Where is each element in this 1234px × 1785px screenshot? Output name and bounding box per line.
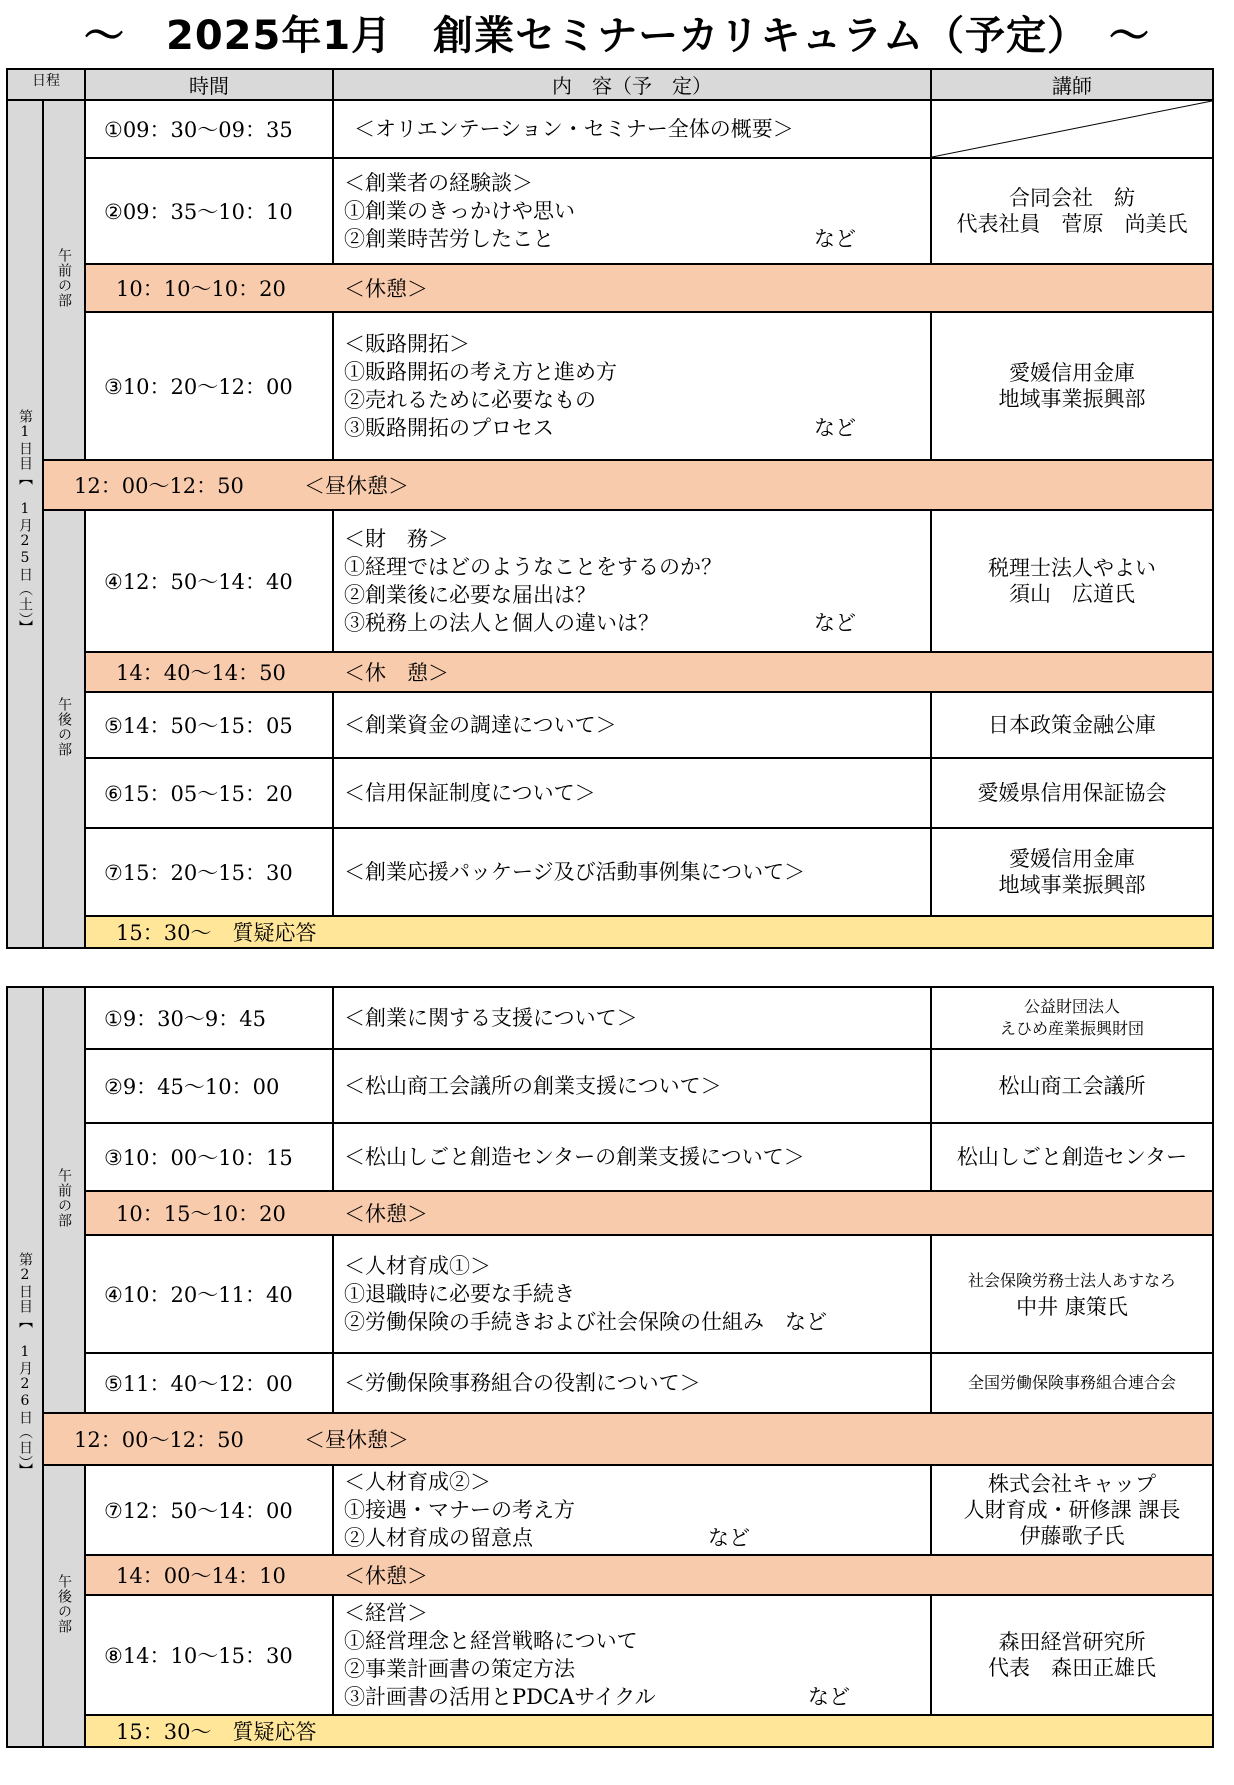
lecturer-line: 株式会社キャップ	[988, 1472, 1156, 1496]
time-cell: ⑥15：05～15：20	[85, 758, 333, 828]
lecturer-line: 代表社員 菅原 尚美氏	[956, 212, 1188, 236]
content-line: ②労働保険の手続きおよび社会保険の仕組み など	[344, 1310, 827, 1334]
etc-label: など	[814, 227, 856, 251]
content-line: ＜創業応援パッケージ及び活動事例集について＞	[344, 860, 806, 884]
lecturer-cell	[931, 1235, 1213, 1353]
lecturer-cell	[931, 758, 1213, 828]
table-row	[7, 758, 1213, 828]
table-row	[7, 987, 1213, 1049]
lunch-cell	[43, 460, 1213, 510]
lunch-time: 12：00～12：50	[74, 1428, 244, 1452]
lecturer-line: 松山商工会議所	[998, 1074, 1146, 1098]
time-cell: ④10：20～11：40	[85, 1235, 333, 1353]
content-cell	[333, 312, 931, 460]
lecturer-cell	[931, 158, 1213, 264]
break-cell	[85, 652, 1213, 692]
content-line: ②人材育成の留意点	[344, 1526, 533, 1550]
table-row	[7, 510, 1213, 652]
content-line: ＜創業に関する支援について＞	[344, 1006, 638, 1030]
break-row	[7, 1555, 1213, 1595]
etc-label: など	[808, 1685, 850, 1709]
content-line: ②事業計画書の策定方法	[344, 1657, 575, 1681]
lecturer-line: 愛媛信用金庫	[1009, 847, 1135, 871]
time-cell: ②9：45～10：00	[85, 1049, 333, 1123]
lecturer-line: 松山しごと創造センター	[956, 1145, 1188, 1169]
table-row	[7, 1123, 1213, 1191]
header-content: 内 容（予 定）	[333, 69, 931, 100]
break-row	[7, 652, 1213, 692]
header-schedule: 日程	[7, 69, 85, 100]
lecturer-line: 日本政策金融公庫	[988, 713, 1156, 737]
lecturer-line: 愛媛県信用保証協会	[977, 781, 1167, 805]
content-cell	[333, 510, 931, 652]
content-cell	[333, 1465, 931, 1555]
day2-date-label	[7, 987, 43, 1747]
time-cell: ③10：00～10：15	[85, 1123, 333, 1191]
break-row	[7, 1191, 1213, 1235]
break-label: ＜休 憩＞	[344, 661, 449, 685]
day1-date-text: 第1日目【 1月25日（土）】	[17, 408, 33, 635]
lecturer-cell	[931, 828, 1213, 916]
table-row	[7, 1595, 1213, 1715]
time-cell: ③10：20～12：00	[85, 312, 333, 460]
content-cell	[333, 1595, 931, 1715]
content-cell	[333, 758, 931, 828]
break-row	[7, 264, 1213, 312]
lecturer-line: 税理士法人やよい	[988, 556, 1156, 580]
time-cell: ①9：30～9：45	[85, 987, 333, 1049]
lecturer-line: 須山 広道氏	[1009, 582, 1135, 606]
content-cell	[333, 1049, 931, 1123]
content-line: ①創業のきっかけや思い	[344, 199, 575, 223]
lecturer-cell	[931, 1123, 1213, 1191]
content-line: ①接遇・マナーの考え方	[344, 1498, 575, 1522]
content-cell	[333, 1235, 931, 1353]
content-line: ＜信用保証制度について＞	[344, 781, 596, 805]
break-label: ＜休憩＞	[344, 277, 428, 301]
lecturer-cell	[931, 987, 1213, 1049]
lunch-cell	[43, 1413, 1213, 1465]
break-label: ＜休憩＞	[344, 1564, 428, 1588]
time-cell: ②09：35～10：10	[85, 158, 333, 264]
lecturer-line: 伊藤歌子氏	[1019, 1524, 1125, 1548]
time-cell: ⑤14：50～15：05	[85, 692, 333, 758]
content-line: ＜人材育成②＞	[344, 1470, 491, 1494]
content-line: ①経営理念と経営戦略について	[344, 1629, 638, 1653]
table-row	[7, 1465, 1213, 1555]
time-cell: ①09：30～09：35	[85, 100, 333, 158]
header-time: 時間	[85, 69, 333, 100]
content-line: ③計画書の活用とPDCAサイクル	[344, 1685, 656, 1709]
table-row	[7, 692, 1213, 758]
lunch-label: ＜昼休憩＞	[304, 474, 409, 498]
etc-label: など	[708, 1526, 750, 1550]
content-cell	[333, 828, 931, 916]
day2-afternoon-text: 午後の部	[56, 1573, 72, 1634]
content-line: ＜松山商工会議所の創業支援について＞	[344, 1074, 722, 1098]
lecturer-line: えひめ産業振興財団	[999, 1019, 1144, 1038]
content-cell	[333, 692, 931, 758]
day1-morning-text: 午前の部	[56, 247, 72, 308]
lecturer-line: 地域事業振興部	[998, 873, 1146, 897]
break-cell	[85, 1191, 1213, 1235]
day1-afternoon-label	[43, 510, 85, 948]
table-row	[7, 1049, 1213, 1123]
break-cell	[85, 264, 1213, 312]
lunch-time: 12：00～12：50	[74, 474, 244, 498]
etc-label: など	[814, 416, 856, 440]
content-line: ＜販路開拓＞	[344, 332, 470, 356]
lecturer-cell	[931, 692, 1213, 758]
break-label: ＜休憩＞	[344, 1202, 428, 1226]
content-line: ①経理ではどのようなことをするのか？	[344, 555, 722, 579]
day2-schedule-table	[6, 986, 1214, 1748]
etc-label: など	[814, 611, 856, 635]
lecturer-cell	[931, 1465, 1213, 1555]
day2-afternoon-label	[43, 1465, 85, 1747]
content-line: ①販路開拓の考え方と進め方	[344, 360, 617, 384]
content-line: ＜労働保険事務組合の役割について＞	[344, 1371, 701, 1395]
lunch-label: ＜昼休憩＞	[304, 1428, 409, 1452]
time-cell: ⑤11：40～12：00	[85, 1353, 333, 1413]
lecturer-line: 人財育成・研修課 課長	[963, 1498, 1181, 1522]
content-line: ＜創業資金の調達について＞	[344, 713, 617, 737]
lecturer-line: 合同会社 紡	[1009, 186, 1135, 210]
day1-date-label	[7, 100, 43, 948]
day2-morning-text: 午前の部	[56, 1167, 72, 1228]
content-line: ②売れるために必要なもの	[344, 388, 596, 412]
content-line: ＜経営＞	[344, 1601, 428, 1625]
table-row	[7, 158, 1213, 264]
content-cell	[333, 1123, 931, 1191]
header-row	[7, 69, 1213, 100]
day1-morning-label	[43, 100, 85, 460]
day1-schedule-table	[6, 68, 1214, 949]
diagonal-line	[932, 101, 1212, 157]
day2-date-text: 第2日目【 1月26日（日）】	[17, 1251, 33, 1478]
lecturer-cell	[931, 510, 1213, 652]
content-cell	[333, 1353, 931, 1413]
content-line: ③税務上の法人と個人の違いは？	[344, 611, 659, 635]
lecturer-line: 全国労働保険事務組合連合会	[967, 1373, 1176, 1392]
lecturer-cell	[931, 1049, 1213, 1123]
content-line: ②創業時苦労したこと	[344, 227, 554, 251]
lecturer-line: 愛媛信用金庫	[1009, 361, 1135, 385]
qa-cell: 15：30～ 質疑応答	[85, 916, 1213, 948]
lecturer-cell	[931, 312, 1213, 460]
break-time: 10：15～10：20	[116, 1202, 286, 1226]
content-line: ＜オリエンテーション・セミナー全体の概要＞	[354, 117, 794, 141]
content-line: ③販路開拓のプロセス	[344, 416, 554, 440]
lecturer-cell	[931, 1595, 1213, 1715]
content-cell	[333, 987, 931, 1049]
content-cell	[333, 158, 931, 264]
time-cell: ④12：50～14：40	[85, 510, 333, 652]
content-line: ②創業後に必要な届出は？	[344, 583, 596, 607]
time-cell: ⑧14：10～15：30	[85, 1595, 333, 1715]
content-line: ＜松山しごと創造センターの創業支援について＞	[344, 1145, 805, 1169]
lecturer-line: 代表 森田正雄氏	[988, 1656, 1156, 1680]
lecturer-line: 地域事業振興部	[998, 387, 1146, 411]
table-row	[7, 1235, 1213, 1353]
table-row	[7, 1353, 1213, 1413]
content-cell	[333, 100, 931, 158]
content-line: ①退職時に必要な手続き	[344, 1282, 575, 1306]
header-lecturer: 講師	[931, 69, 1213, 100]
break-time: 10：10～10：20	[116, 277, 286, 301]
table-row	[7, 100, 1213, 158]
lunch-row	[7, 460, 1213, 510]
lecturer-line: 社会保険労務士法人あすなろ	[967, 1271, 1176, 1290]
content-line: ＜創業者の経験談＞	[344, 171, 533, 195]
time-cell: ⑦15：20～15：30	[85, 828, 333, 916]
lecturer-line: 公益財団法人	[1023, 997, 1120, 1016]
qa-row	[7, 1715, 1213, 1747]
day2-morning-label	[43, 987, 85, 1413]
lecturer-line: 中井 康策氏	[1016, 1295, 1128, 1319]
break-time: 14：00～14：10	[116, 1564, 286, 1588]
content-line: ＜人材育成①＞	[344, 1254, 491, 1278]
lecturer-cell	[931, 1353, 1213, 1413]
break-cell	[85, 1555, 1213, 1595]
table-row	[7, 828, 1213, 916]
day1-afternoon-text: 午後の部	[56, 696, 72, 757]
table-row	[7, 312, 1213, 460]
lunch-row	[7, 1413, 1213, 1465]
break-time: 14：40～14：50	[116, 661, 286, 685]
content-line: ＜財 務＞	[344, 527, 449, 551]
page-title: ～ 2025年1月 創業セミナーカリキュラム（予定） ～	[84, 13, 1150, 59]
qa-row	[7, 916, 1213, 948]
qa-cell: 15：30～ 質疑応答	[85, 1715, 1213, 1747]
lecturer-line: 森田経営研究所	[998, 1630, 1146, 1654]
time-cell: ⑦12：50～14：00	[85, 1465, 333, 1555]
lecturer-cell-empty	[931, 100, 1213, 158]
